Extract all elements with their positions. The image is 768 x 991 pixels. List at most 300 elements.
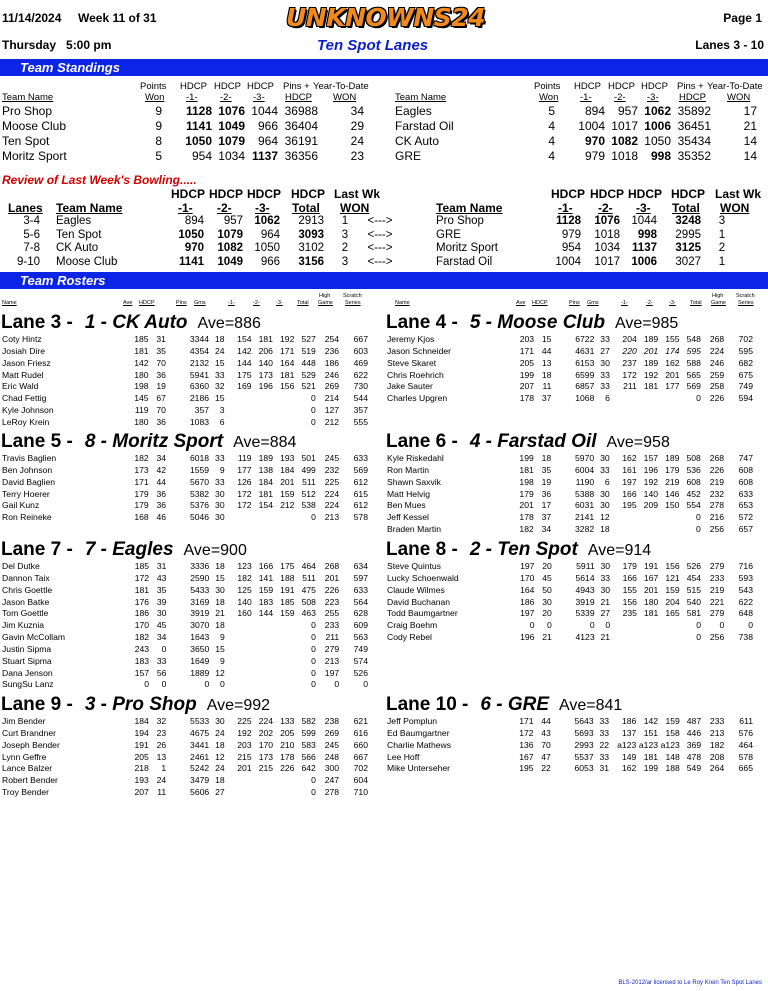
points-won: 4 xyxy=(548,119,555,133)
roster-header-hdcp: HDCP xyxy=(532,300,548,306)
bowler-name: Dannon Taix xyxy=(2,572,50,583)
pins: 3650 xyxy=(190,643,210,654)
handicap: 30 xyxy=(542,596,552,607)
scratch-series: 569 xyxy=(353,464,368,475)
average: 181 xyxy=(134,584,150,595)
roster-row xyxy=(387,370,753,382)
points-won: 9 xyxy=(155,119,162,133)
roster-row xyxy=(2,405,368,417)
pins: 5376 xyxy=(189,500,210,511)
game-2: 181 xyxy=(258,334,273,344)
handicap: 21 xyxy=(542,632,552,643)
game-1: 954 xyxy=(191,149,212,163)
handicap: 20 xyxy=(542,561,552,571)
game-3: 964 xyxy=(257,134,278,148)
high-game: 186 xyxy=(324,357,340,368)
total: 3125 xyxy=(675,242,701,255)
roster-header-gms: Gms xyxy=(587,300,599,306)
last-week-won: 1 xyxy=(718,228,726,241)
game-1 xyxy=(610,524,637,536)
roster-row xyxy=(2,585,368,597)
game-2: 173 xyxy=(258,751,274,762)
bowler-name: Todd Baumgartner xyxy=(387,608,458,619)
handicap: 0 xyxy=(161,643,167,654)
bowler-name: Jake Sauter xyxy=(387,381,433,392)
game-2: 144 xyxy=(258,608,274,619)
game-1: 177 xyxy=(237,464,252,475)
handicap: 36 xyxy=(156,488,167,499)
review-row xyxy=(0,256,766,270)
game-3: 162 xyxy=(665,357,680,368)
high-game: 224 xyxy=(324,500,340,511)
roster-header-high_top: High xyxy=(712,293,724,299)
bowler-name: LeRoy Krein xyxy=(2,416,50,427)
team-average: Ave=992 xyxy=(206,697,271,714)
team-name: Pro Shop xyxy=(436,215,484,227)
team-name: GRE xyxy=(436,228,461,241)
review-row xyxy=(0,242,766,256)
games: 15 xyxy=(215,572,225,583)
roster-table xyxy=(2,561,368,691)
games: 18 xyxy=(215,775,225,786)
game-2: 224 xyxy=(258,716,274,726)
bowler-name: Lee Hoff xyxy=(387,751,420,762)
game-3: 146 xyxy=(665,488,680,499)
roster-header-name: Name xyxy=(2,300,17,306)
game-2 xyxy=(252,787,273,799)
high-game: 269 xyxy=(324,381,340,392)
high-game: 300 xyxy=(324,763,340,774)
date: 11/14/2024 xyxy=(2,11,62,25)
spacer xyxy=(40,242,56,256)
roster-row xyxy=(2,775,368,787)
total: 508 xyxy=(301,596,316,607)
average: 171 xyxy=(519,716,534,726)
total: 540 xyxy=(686,596,702,607)
total: 478 xyxy=(686,751,702,762)
pins-hdcp: 35892 xyxy=(677,104,711,118)
standings-row xyxy=(2,134,364,149)
bowler-name: Eric Wald xyxy=(2,381,39,392)
average: 173 xyxy=(134,464,149,475)
pins: 1068 xyxy=(575,393,595,404)
bowler-name: Ed Baumgartner xyxy=(387,727,450,738)
game-3: 1137 xyxy=(632,242,657,255)
game-1: 195 xyxy=(622,500,637,511)
roster-row xyxy=(387,728,753,740)
roster-row xyxy=(2,512,368,524)
average: 186 xyxy=(520,596,535,607)
bowler-name: SungSu Lanz xyxy=(2,679,54,690)
handicap: 20 xyxy=(542,608,552,619)
ytd-won: 14 xyxy=(743,149,757,163)
games: 24 xyxy=(215,763,225,774)
average: 164 xyxy=(520,584,535,595)
games: 30 xyxy=(215,500,225,511)
total: 0 xyxy=(311,655,316,666)
team-average: Ave=884 xyxy=(233,434,297,451)
high-game: 211 xyxy=(325,632,340,643)
game-1 xyxy=(225,679,252,691)
roster-header-g2: -2- xyxy=(253,300,260,306)
game-2: 180 xyxy=(643,596,659,607)
handicap: 26 xyxy=(156,739,167,750)
pins: 6722 xyxy=(575,334,595,344)
lanes: 5-6 xyxy=(23,228,40,241)
game-3 xyxy=(658,512,679,524)
game-2: 1017 xyxy=(594,255,620,268)
pins: 6857 xyxy=(575,381,595,392)
standings-row xyxy=(395,119,757,134)
total: 3248 xyxy=(675,215,701,227)
roster-row xyxy=(387,489,753,501)
lanes-range: Lanes 3 - 10 xyxy=(695,38,764,52)
team-average: Ave=841 xyxy=(559,697,623,714)
game-1 xyxy=(225,775,252,787)
scratch-series: 633 xyxy=(353,584,368,595)
scratch-series: 611 xyxy=(739,716,753,726)
spacer xyxy=(40,256,56,270)
game-2: 192 xyxy=(643,476,659,487)
team-average: Ave=886 xyxy=(197,315,261,332)
total: 565 xyxy=(686,369,701,380)
game-1 xyxy=(225,512,252,524)
game-3 xyxy=(273,405,294,417)
roster-row xyxy=(387,608,753,620)
team-title: 5 - Moose Club xyxy=(469,312,605,333)
game-2 xyxy=(637,632,658,644)
total: 529 xyxy=(301,369,316,380)
games: 15 xyxy=(214,357,225,368)
game-2: 206 xyxy=(258,345,273,356)
pins: 6004 xyxy=(575,464,595,475)
high-game: 221 xyxy=(709,596,725,607)
game-1: 201 xyxy=(237,763,252,774)
games: 18 xyxy=(215,596,225,607)
game-1: 894 xyxy=(184,215,204,227)
bowler-name: Jason Friesz xyxy=(2,357,51,368)
lanes: 7-8 xyxy=(23,242,40,255)
average: 205 xyxy=(519,357,535,368)
standings-row xyxy=(2,149,364,164)
average: 193 xyxy=(134,775,149,786)
roster-row xyxy=(387,381,753,393)
game-3: 175 xyxy=(280,561,295,571)
game-3: 1006 xyxy=(644,119,671,133)
standings-table-left xyxy=(2,104,364,164)
roster-row xyxy=(2,740,368,752)
pins: 3919 xyxy=(575,596,595,607)
high-game: 0 xyxy=(719,620,725,631)
spacer xyxy=(40,215,56,229)
game-2: 140 xyxy=(643,488,659,499)
handicap: 0 xyxy=(161,679,167,690)
bowler-name: Gavin McCollam xyxy=(2,632,66,643)
roster-row xyxy=(2,370,368,382)
scratch-series: 653 xyxy=(738,500,753,511)
game-2: 1018 xyxy=(594,228,620,241)
game-2: 1017 xyxy=(611,119,638,133)
total: 3156 xyxy=(298,255,324,268)
game-1: 215 xyxy=(237,751,252,762)
bowler-name: Lynn Geffre xyxy=(2,751,47,762)
game-2: 181 xyxy=(643,608,659,619)
total: 581 xyxy=(686,608,702,619)
game-2: 1079 xyxy=(218,134,245,148)
total: 508 xyxy=(686,453,701,463)
game-1: 1004 xyxy=(555,255,581,268)
handicap: 13 xyxy=(156,751,167,762)
average: 196 xyxy=(520,632,535,643)
games: 30 xyxy=(600,500,610,511)
roster-row xyxy=(2,668,368,680)
average: 171 xyxy=(134,476,149,487)
game-3: 159 xyxy=(280,608,295,619)
games: 33 xyxy=(600,572,611,583)
scratch-series: 716 xyxy=(738,561,753,571)
game-2 xyxy=(252,775,273,787)
high-game: 278 xyxy=(324,787,340,798)
pins: 6031 xyxy=(575,500,595,511)
scratch-series: 526 xyxy=(353,667,368,678)
scratch-series: 578 xyxy=(738,751,753,762)
total: 0 xyxy=(311,787,316,798)
total: 499 xyxy=(301,464,316,475)
roster-header-scratch_bottom: Series xyxy=(345,300,361,306)
game-1: 211 xyxy=(623,381,637,392)
page-number: Page 1 xyxy=(723,11,762,25)
roster-row xyxy=(2,787,368,799)
handicap: 24 xyxy=(156,775,167,786)
roster-row xyxy=(2,620,368,632)
bowler-name: Braden Martin xyxy=(387,524,441,535)
games: 30 xyxy=(215,716,225,726)
game-3: 185 xyxy=(280,596,295,607)
game-1 xyxy=(225,632,252,644)
total: 583 xyxy=(301,739,316,750)
scratch-series: 710 xyxy=(353,787,368,798)
average: 179 xyxy=(134,488,149,499)
roster-table xyxy=(387,561,753,644)
handicap: 42 xyxy=(156,464,167,475)
versus-arrow: <---> xyxy=(367,242,393,255)
high-game: 0 xyxy=(334,679,340,690)
ytd-won: 24 xyxy=(350,134,364,148)
standings-bar-title: Team Standings xyxy=(20,60,120,75)
total: 446 xyxy=(686,727,702,738)
team-name: GRE xyxy=(395,149,422,163)
game-1 xyxy=(225,787,252,799)
scratch-series: 633 xyxy=(738,488,753,499)
game-2 xyxy=(252,679,273,691)
game-2 xyxy=(252,620,273,632)
handicap: 36 xyxy=(156,500,167,511)
handicap: 44 xyxy=(541,716,551,726)
bowler-name: Robert Bender xyxy=(2,775,58,786)
high-game: 279 xyxy=(709,608,725,619)
handicap: 37 xyxy=(541,393,552,404)
scratch-series: 357 xyxy=(353,405,368,416)
game-1 xyxy=(225,668,252,680)
total: 521 xyxy=(301,381,316,392)
team-title: 8 - Moritz Sport xyxy=(84,431,224,452)
pins: 3336 xyxy=(190,561,210,571)
game-2: 181 xyxy=(643,381,659,392)
average: 182 xyxy=(134,632,150,643)
pins: 3169 xyxy=(190,596,210,607)
handicap: 50 xyxy=(542,584,552,595)
game-2: 189 xyxy=(258,453,273,463)
bowler-name: Jason Batke xyxy=(2,596,50,607)
game-3 xyxy=(658,524,679,536)
lanes: 3-4 xyxy=(23,215,40,227)
ytd-won: 14 xyxy=(743,134,757,148)
roster-row xyxy=(2,679,368,691)
game-1: 179 xyxy=(622,561,637,571)
pins: 2132 xyxy=(189,357,210,368)
games: 6 xyxy=(604,476,610,487)
scratch-series: 612 xyxy=(353,476,368,487)
games: 30 xyxy=(600,584,611,595)
games: 30 xyxy=(215,488,225,499)
pins-hdcp: 35434 xyxy=(677,134,711,148)
high-game: 256 xyxy=(709,524,725,535)
review-table xyxy=(0,215,766,269)
bowler-name: Tom Goettle xyxy=(2,608,49,619)
total: 0 xyxy=(311,632,316,643)
high-game: 258 xyxy=(709,381,725,392)
roster-row xyxy=(387,716,753,728)
average: 0 xyxy=(529,620,535,631)
roster-row xyxy=(2,334,368,346)
game-1: 149 xyxy=(621,751,637,762)
game-1: 154 xyxy=(237,334,252,344)
handicap: 30 xyxy=(156,608,167,619)
footer-license: BLS-2012/ar licensed to Le Roy Krein Ten Spot Lanes xyxy=(618,980,762,986)
average: 136 xyxy=(519,739,534,750)
game-2: 202 xyxy=(258,727,274,738)
team-name: Ten Spot xyxy=(56,228,102,241)
roster-row xyxy=(2,763,368,775)
bowler-name: Ben Mues xyxy=(387,500,426,511)
lane-label: Lane 9 - xyxy=(1,694,73,715)
games: 18 xyxy=(214,334,225,344)
high-game: 219 xyxy=(709,584,725,595)
games: 0 xyxy=(605,620,611,631)
game-1: 203 xyxy=(237,739,252,750)
game-1: 175 xyxy=(237,369,252,380)
versus-arrow: <---> xyxy=(367,228,393,241)
high-game: 226 xyxy=(324,584,340,595)
average: 172 xyxy=(134,572,150,583)
pins: 1559 xyxy=(189,464,210,475)
pins-hdcp: 36988 xyxy=(284,104,318,118)
game-1: 126 xyxy=(237,476,252,487)
scratch-series: 604 xyxy=(353,775,368,786)
roster-row xyxy=(387,334,753,346)
high-game: 219 xyxy=(709,476,725,487)
roster-header-ave: Ave xyxy=(516,300,526,306)
game-3: 188 xyxy=(280,572,295,583)
roster-row xyxy=(387,561,753,573)
last-week-won: 1 xyxy=(341,215,349,227)
high-game: 238 xyxy=(324,716,340,726)
high-game: 233 xyxy=(709,716,725,726)
scratch-series: 622 xyxy=(353,369,368,380)
high-game: 245 xyxy=(324,453,340,463)
pins: 3441 xyxy=(190,739,210,750)
lane-label: Lane 4 - xyxy=(386,312,458,333)
high-game: 212 xyxy=(324,416,340,427)
game-3: 159 xyxy=(665,584,680,595)
game-3: 204 xyxy=(665,596,680,607)
games: 15 xyxy=(214,393,225,404)
game-1: 125 xyxy=(237,584,252,595)
lane-block-title xyxy=(1,312,261,334)
average: 179 xyxy=(519,488,534,499)
total: 501 xyxy=(301,453,316,463)
last-week-won: 1 xyxy=(718,255,726,268)
bowler-name: Claude Wilmes xyxy=(387,584,445,595)
bowler-name: Chris Roehrich xyxy=(387,369,444,380)
roster-row xyxy=(387,763,753,775)
handicap: 34 xyxy=(156,632,167,643)
handicap: 17 xyxy=(541,500,552,511)
bowler-name: Jason Schneider xyxy=(387,345,452,356)
game-3: 159 xyxy=(665,716,680,726)
game-3: 201 xyxy=(280,476,295,487)
average: 203 xyxy=(519,334,535,344)
high-game: 246 xyxy=(324,369,340,380)
game-2 xyxy=(637,512,658,524)
handicap: 35 xyxy=(156,584,167,595)
games: 21 xyxy=(600,632,611,643)
average: 178 xyxy=(519,393,535,404)
game-1: 182 xyxy=(237,572,252,583)
game-3: 1062 xyxy=(644,104,671,118)
game-1: 954 xyxy=(561,242,581,255)
total: 526 xyxy=(686,561,702,571)
total: 549 xyxy=(686,763,702,774)
high-game: 236 xyxy=(324,345,340,356)
last-week-won: 3 xyxy=(341,228,349,241)
roster-header-ave: Ave xyxy=(123,300,133,306)
total: 3102 xyxy=(298,242,324,255)
high-game: 233 xyxy=(324,620,340,631)
roster-row xyxy=(2,489,368,501)
roster-row xyxy=(387,740,753,752)
roster-header-name: Name xyxy=(395,300,410,306)
games: 27 xyxy=(600,345,610,356)
game-3 xyxy=(273,417,294,429)
handicap: 39 xyxy=(156,596,167,607)
game-1: 162 xyxy=(621,763,637,774)
handicap: 70 xyxy=(156,357,166,368)
high-game: 256 xyxy=(709,632,725,643)
game-1: 169 xyxy=(237,381,252,392)
game-1 xyxy=(610,632,637,644)
game-2: 957 xyxy=(223,215,243,227)
ytd-won: 34 xyxy=(350,104,364,118)
lane-block-title xyxy=(1,431,296,453)
average: 218 xyxy=(134,763,149,774)
game-2: 209 xyxy=(643,500,659,511)
average: 171 xyxy=(519,345,535,356)
pins: 0 xyxy=(204,679,210,690)
pins: 4123 xyxy=(575,632,595,643)
scratch-series: 616 xyxy=(353,727,368,738)
game-2: 157 xyxy=(643,453,659,463)
